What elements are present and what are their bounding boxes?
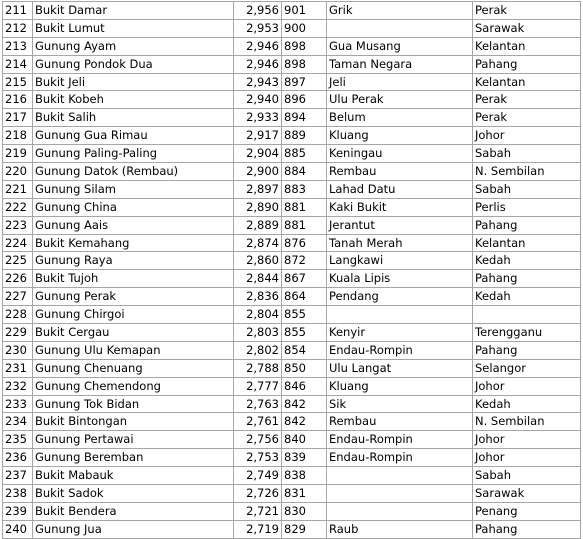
state-cell: Pahang xyxy=(473,216,581,234)
mountain-name-cell: Gunung Ayam xyxy=(33,37,234,55)
height-ft-cell: 2,788 xyxy=(234,359,282,377)
table-row xyxy=(3,359,581,377)
state-cell: Sarawak xyxy=(473,19,581,37)
height-ft-cell: 2,761 xyxy=(234,413,282,431)
rank-cell: 224 xyxy=(3,234,33,252)
rank-cell: 232 xyxy=(3,377,33,395)
location-cell xyxy=(327,467,473,485)
location-cell: Lahad Datu xyxy=(327,180,473,198)
height-m-cell: 839 xyxy=(282,449,327,467)
table-row xyxy=(3,198,581,216)
rank-cell: 228 xyxy=(3,306,33,324)
table-row xyxy=(3,449,581,467)
table-row xyxy=(3,180,581,198)
height-m-cell: 846 xyxy=(282,377,327,395)
height-ft-cell: 2,956 xyxy=(234,2,282,20)
table-row xyxy=(3,127,581,145)
table-row xyxy=(3,520,581,538)
location-cell xyxy=(327,485,473,503)
height-ft-cell: 2,726 xyxy=(234,485,282,503)
rank-cell: 238 xyxy=(3,485,33,503)
table-row xyxy=(3,413,581,431)
height-m-cell: 898 xyxy=(282,55,327,73)
state-cell: Pahang xyxy=(473,520,581,538)
location-cell: Endau-Rompin xyxy=(327,449,473,467)
mountain-name-cell: Gunung Perak xyxy=(33,288,234,306)
height-m-cell: 898 xyxy=(282,37,327,55)
state-cell: Terengganu xyxy=(473,324,581,342)
height-ft-cell: 2,900 xyxy=(234,163,282,181)
table-row xyxy=(3,2,581,20)
state-cell: Johor xyxy=(473,431,581,449)
height-m-cell: 881 xyxy=(282,216,327,234)
table-row xyxy=(3,91,581,109)
height-m-cell: 840 xyxy=(282,431,327,449)
height-m-cell: 884 xyxy=(282,163,327,181)
location-cell: Rembau xyxy=(327,413,473,431)
location-cell: Taman Negara xyxy=(327,55,473,73)
state-cell: Penang xyxy=(473,502,581,520)
table-row xyxy=(3,467,581,485)
state-cell: Pahang xyxy=(473,341,581,359)
mountain-name-cell: Gunung Beremban xyxy=(33,449,234,467)
rank-cell: 214 xyxy=(3,55,33,73)
height-ft-cell: 2,860 xyxy=(234,252,282,270)
location-cell: Kuala Lipis xyxy=(327,270,473,288)
mountain-name-cell: Gunung Chirgoi xyxy=(33,306,234,324)
location-cell: Kenyir xyxy=(327,324,473,342)
rank-cell: 211 xyxy=(3,2,33,20)
height-m-cell: 900 xyxy=(282,19,327,37)
height-ft-cell: 2,940 xyxy=(234,91,282,109)
height-m-cell: 896 xyxy=(282,91,327,109)
height-m-cell: 838 xyxy=(282,467,327,485)
table-row xyxy=(3,502,581,520)
state-cell: Pahang xyxy=(473,55,581,73)
state-cell: Kelantan xyxy=(473,37,581,55)
mountain-name-cell: Gunung Silam xyxy=(33,180,234,198)
mountain-name-cell: Gunung Pondok Dua xyxy=(33,55,234,73)
table-row xyxy=(3,341,581,359)
height-ft-cell: 2,946 xyxy=(234,37,282,55)
mountain-name-cell: Gunung Pertawai xyxy=(33,431,234,449)
mountain-name-cell: Bukit Jeli xyxy=(33,73,234,91)
mountain-name-cell: Gunung Paling-Paling xyxy=(33,145,234,163)
table-row xyxy=(3,37,581,55)
rank-cell: 221 xyxy=(3,180,33,198)
mountain-name-cell: Gunung Tok Bidan xyxy=(33,395,234,413)
rank-cell: 216 xyxy=(3,91,33,109)
mountain-name-cell: Gunung Chemendong xyxy=(33,377,234,395)
location-cell: Keningau xyxy=(327,145,473,163)
height-ft-cell: 2,721 xyxy=(234,502,282,520)
location-cell: Endau-Rompin xyxy=(327,341,473,359)
table-row xyxy=(3,395,581,413)
state-cell: Kedah xyxy=(473,288,581,306)
height-ft-cell: 2,802 xyxy=(234,341,282,359)
rank-cell: 233 xyxy=(3,395,33,413)
location-cell: Kluang xyxy=(327,127,473,145)
location-cell: Pendang xyxy=(327,288,473,306)
mountain-name-cell: Bukit Sadok xyxy=(33,485,234,503)
rank-cell: 236 xyxy=(3,449,33,467)
table-row xyxy=(3,485,581,503)
rank-cell: 220 xyxy=(3,163,33,181)
mountain-name-cell: Gunung Jua xyxy=(33,520,234,538)
mountain-name-cell: Bukit Salih xyxy=(33,109,234,127)
state-cell: Kelantan xyxy=(473,234,581,252)
height-m-cell: 850 xyxy=(282,359,327,377)
table-row xyxy=(3,306,581,324)
state-cell: Selangor xyxy=(473,359,581,377)
location-cell xyxy=(327,306,473,324)
height-m-cell: 854 xyxy=(282,341,327,359)
mountain-name-cell: Gunung Aais xyxy=(33,216,234,234)
height-m-cell: 855 xyxy=(282,324,327,342)
height-ft-cell: 2,719 xyxy=(234,520,282,538)
state-cell: Perak xyxy=(473,109,581,127)
mountain-name-cell: Bukit Kobeh xyxy=(33,91,234,109)
table-row xyxy=(3,109,581,127)
height-m-cell: 885 xyxy=(282,145,327,163)
table-row xyxy=(3,73,581,91)
state-cell: Johor xyxy=(473,449,581,467)
height-ft-cell: 2,749 xyxy=(234,467,282,485)
state-cell: Kelantan xyxy=(473,73,581,91)
height-m-cell: 829 xyxy=(282,520,327,538)
location-cell xyxy=(327,502,473,520)
mountain-table xyxy=(2,1,581,539)
height-ft-cell: 2,844 xyxy=(234,270,282,288)
height-m-cell: 872 xyxy=(282,252,327,270)
rank-cell: 235 xyxy=(3,431,33,449)
state-cell: Sabah xyxy=(473,467,581,485)
location-cell: Ulu Perak xyxy=(327,91,473,109)
height-m-cell: 876 xyxy=(282,234,327,252)
height-m-cell: 889 xyxy=(282,127,327,145)
location-cell: Sik xyxy=(327,395,473,413)
mountain-name-cell: Gunung Datok (Rembau) xyxy=(33,163,234,181)
rank-cell: 240 xyxy=(3,520,33,538)
state-cell: Perlis xyxy=(473,198,581,216)
rank-cell: 218 xyxy=(3,127,33,145)
height-ft-cell: 2,874 xyxy=(234,234,282,252)
height-ft-cell: 2,953 xyxy=(234,19,282,37)
table-row xyxy=(3,19,581,37)
location-cell xyxy=(327,19,473,37)
height-m-cell: 842 xyxy=(282,395,327,413)
state-cell: Perak xyxy=(473,2,581,20)
table-row xyxy=(3,234,581,252)
rank-cell: 230 xyxy=(3,341,33,359)
mountain-name-cell: Bukit Kemahang xyxy=(33,234,234,252)
rank-cell: 237 xyxy=(3,467,33,485)
location-cell: Jeli xyxy=(327,73,473,91)
height-ft-cell: 2,890 xyxy=(234,198,282,216)
height-ft-cell: 2,804 xyxy=(234,306,282,324)
state-cell: Perak xyxy=(473,91,581,109)
height-m-cell: 894 xyxy=(282,109,327,127)
mountain-name-cell: Gunung Raya xyxy=(33,252,234,270)
table-row xyxy=(3,288,581,306)
mountain-table-body xyxy=(3,2,581,539)
table-row xyxy=(3,270,581,288)
location-cell: Kluang xyxy=(327,377,473,395)
state-cell: Sabah xyxy=(473,145,581,163)
state-cell: N. Sembilan xyxy=(473,163,581,181)
mountain-name-cell: Gunung China xyxy=(33,198,234,216)
location-cell: Belum xyxy=(327,109,473,127)
height-m-cell: 864 xyxy=(282,288,327,306)
mountain-name-cell: Bukit Tujoh xyxy=(33,270,234,288)
rank-cell: 213 xyxy=(3,37,33,55)
location-cell: Tanah Merah xyxy=(327,234,473,252)
rank-cell: 229 xyxy=(3,324,33,342)
mountain-name-cell: Bukit Cergau xyxy=(33,324,234,342)
location-cell: Gua Musang xyxy=(327,37,473,55)
height-ft-cell: 2,933 xyxy=(234,109,282,127)
rank-cell: 222 xyxy=(3,198,33,216)
state-cell: Kedah xyxy=(473,395,581,413)
state-cell: Sarawak xyxy=(473,485,581,503)
height-m-cell: 881 xyxy=(282,198,327,216)
mountain-name-cell: Gunung Ulu Kemapan xyxy=(33,341,234,359)
rank-cell: 212 xyxy=(3,19,33,37)
height-ft-cell: 2,889 xyxy=(234,216,282,234)
table-row xyxy=(3,431,581,449)
location-cell: Langkawi xyxy=(327,252,473,270)
location-cell: Ulu Langat xyxy=(327,359,473,377)
location-cell: Kaki Bukit xyxy=(327,198,473,216)
location-cell: Grik xyxy=(327,2,473,20)
height-ft-cell: 2,756 xyxy=(234,431,282,449)
height-ft-cell: 2,763 xyxy=(234,395,282,413)
height-ft-cell: 2,777 xyxy=(234,377,282,395)
state-cell: Pahang xyxy=(473,270,581,288)
height-m-cell: 897 xyxy=(282,73,327,91)
state-cell: Johor xyxy=(473,127,581,145)
height-m-cell: 867 xyxy=(282,270,327,288)
mountain-name-cell: Bukit Lumut xyxy=(33,19,234,37)
location-cell: Endau-Rompin xyxy=(327,431,473,449)
rank-cell: 217 xyxy=(3,109,33,127)
table-row xyxy=(3,324,581,342)
rank-cell: 223 xyxy=(3,216,33,234)
height-m-cell: 830 xyxy=(282,502,327,520)
state-cell: Sabah xyxy=(473,180,581,198)
state-cell xyxy=(473,306,581,324)
table-row xyxy=(3,55,581,73)
height-m-cell: 855 xyxy=(282,306,327,324)
location-cell: Raub xyxy=(327,520,473,538)
rank-cell: 234 xyxy=(3,413,33,431)
state-cell: Kedah xyxy=(473,252,581,270)
rank-cell: 225 xyxy=(3,252,33,270)
table-row xyxy=(3,216,581,234)
mountain-name-cell: Gunung Gua Rimau xyxy=(33,127,234,145)
height-m-cell: 901 xyxy=(282,2,327,20)
rank-cell: 231 xyxy=(3,359,33,377)
height-ft-cell: 2,803 xyxy=(234,324,282,342)
height-m-cell: 842 xyxy=(282,413,327,431)
table-row xyxy=(3,377,581,395)
height-ft-cell: 2,904 xyxy=(234,145,282,163)
height-ft-cell: 2,836 xyxy=(234,288,282,306)
height-ft-cell: 2,897 xyxy=(234,180,282,198)
mountain-name-cell: Bukit Damar xyxy=(33,2,234,20)
mountain-name-cell: Bukit Mabauk xyxy=(33,467,234,485)
rank-cell: 215 xyxy=(3,73,33,91)
height-ft-cell: 2,946 xyxy=(234,55,282,73)
state-cell: Johor xyxy=(473,377,581,395)
location-cell: Rembau xyxy=(327,163,473,181)
mountain-name-cell: Bukit Bintongan xyxy=(33,413,234,431)
height-m-cell: 883 xyxy=(282,180,327,198)
table-row xyxy=(3,145,581,163)
rank-cell: 227 xyxy=(3,288,33,306)
table-row xyxy=(3,163,581,181)
state-cell: N. Sembilan xyxy=(473,413,581,431)
location-cell: Jerantut xyxy=(327,216,473,234)
rank-cell: 226 xyxy=(3,270,33,288)
rank-cell: 239 xyxy=(3,502,33,520)
height-m-cell: 831 xyxy=(282,485,327,503)
height-ft-cell: 2,753 xyxy=(234,449,282,467)
mountain-name-cell: Gunung Chenuang xyxy=(33,359,234,377)
height-ft-cell: 2,917 xyxy=(234,127,282,145)
height-ft-cell: 2,943 xyxy=(234,73,282,91)
rank-cell: 219 xyxy=(3,145,33,163)
mountain-name-cell: Bukit Bendera xyxy=(33,502,234,520)
table-row xyxy=(3,252,581,270)
